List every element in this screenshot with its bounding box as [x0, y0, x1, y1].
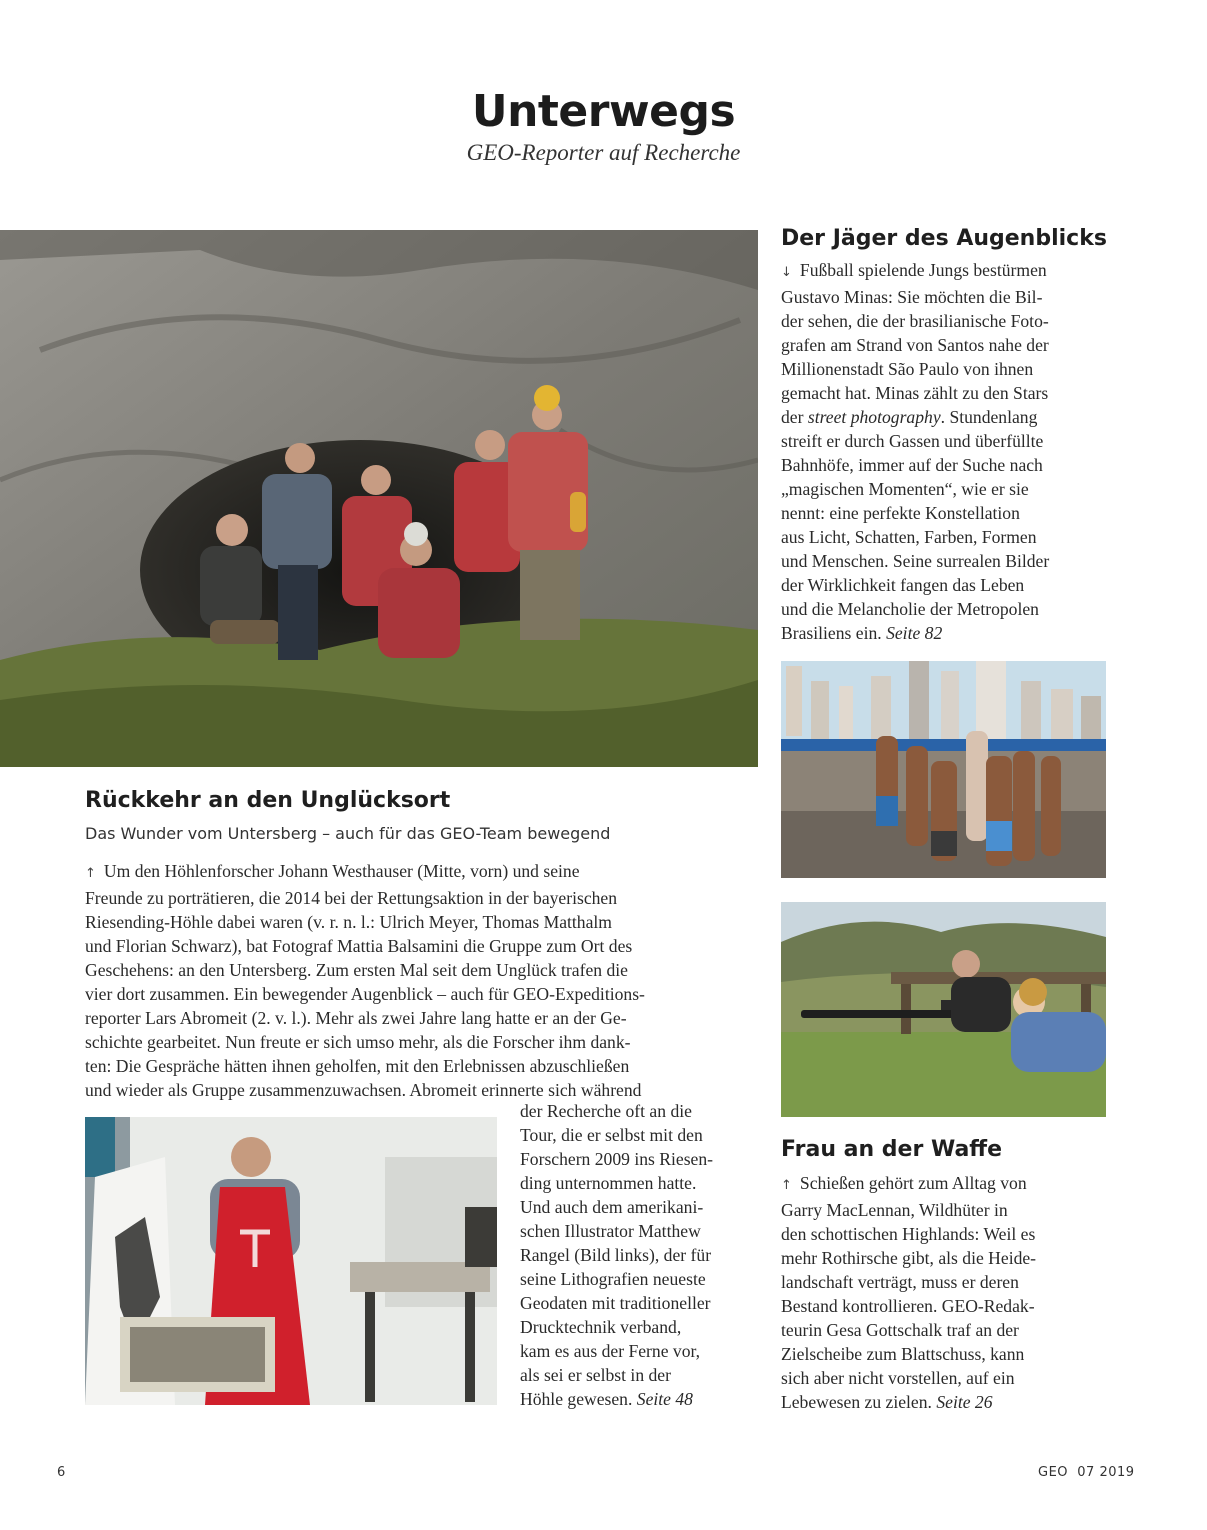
arrow-up-icon: ↑ — [85, 866, 96, 881]
body-rifle: ↑ Schießen gehört zum Alltag von Garry MacLennan, Wildhüter in den schottischen Highlands: Weil es mehr Rothirsche gibt, als die Heide- landschaft verträgt, muss er deren Bestand kontrollieren. GEO-Redak- teurin Gesa Gottschalk traf an der Zielscheibe zum Blattschuss, kann sich aber nicht vorstellen, auf ein Lebewesen zu zielen. Seite 26 — [781, 1173, 1037, 1412]
headline-rifle: Frau an der Waffe — [781, 1137, 1003, 1162]
page-subtitle: GEO-Reporter auf Recherche — [466, 140, 741, 165]
body-cave-column: der Recherche oft an die Tour, die er selbst mit den Forschern 2009 ins Riesen- ding unternommen hatte. Und auch dem amerikani- schen Illustrator Matthew Rangel (Bild links), der für seine Lithografien neueste Geodaten mit traditioneller Drucktechnik verband, kam es aus der Ferne vor, als sei er selbst in der Höhle gewesen. Seite 48 — [520, 1101, 714, 1409]
arrow-down-icon: ↓ — [781, 265, 792, 280]
rifle-range-photo — [781, 902, 1106, 1117]
body-photographer: ↓ Fußball spielende Jungs bestürmen Gustavo Minas: Sie möchten die Bil- der sehen, die der brasilianische Foto- grafen am Strand von Santos nahe der Millionenstadt São Paulo von ihnen gemacht hat. Minas zählt zu den Stars der street photography. Stundenlang streift er durch Gassen und überfüllte Bahnhöfe, immer auf der Suche nach „magischen Momenten“, wie er sie nennt: eine perfekte Konstellation aus Licht, Schatten, Farben, Formen und Menschen. Seine surrealen Bilder der Wirklichkeit fangen das Leben und die Melancholie der Metropolen Brasiliens ein. Seite 82 — [781, 260, 1050, 643]
deck-cave: Das Wunder vom Untersberg – auch für das GEO-Team bewegend — [85, 824, 611, 843]
page-title: Unterwegs — [471, 86, 736, 137]
page-ref-26: Seite 26 — [936, 1392, 993, 1412]
page-ref-48: Seite 48 — [636, 1389, 693, 1409]
beach-boys-photo — [781, 661, 1106, 878]
arrow-up-icon: ↑ — [781, 1178, 792, 1193]
issue-label: GEO 07 2019 — [1038, 1465, 1135, 1480]
page-ref-82: Seite 82 — [886, 623, 943, 643]
headline-cave: Rückkehr an den Unglücksort — [85, 788, 451, 813]
cave-group-photo — [0, 230, 758, 767]
page-number: 6 — [57, 1465, 66, 1480]
lithographer-photo — [85, 1117, 497, 1405]
body-cave: ↑ Um den Höhlenforscher Johann Westhauser (Mitte, vorn) und seine Freunde zu porträtieren, die 2014 bei der Rettungsaktion in der bayerischen Riesending-Höhle dabei waren (v. r. n. l.: Ulrich Meyer, Thomas Matthalm und Florian Schwarz), bat Fotograf Mattia Balsamini die Gruppe zum Ort des Geschehens: an den Untersberg. Zum ersten Mal seit dem Unglück trafen die vier dort zusammen. Ein bewegender Augenblick – auch für GEO-Expeditions- reporter Lars Abromeit (2. v. l.). Mehr als zwei Jahre lang hatte er an der Ge- schichte gearbeitet. Nun freute er sich umso mehr, als die Forscher ihm dank- ten: Die Gespräche hätten ihnen geholfen, mit den Erlebnissen abzuschließen und wieder als Gruppe zusammenzuwachsen. Abromeit erinnerte sich während — [85, 861, 645, 1100]
headline-photographer: Der Jäger des Augenblicks — [781, 226, 1107, 251]
